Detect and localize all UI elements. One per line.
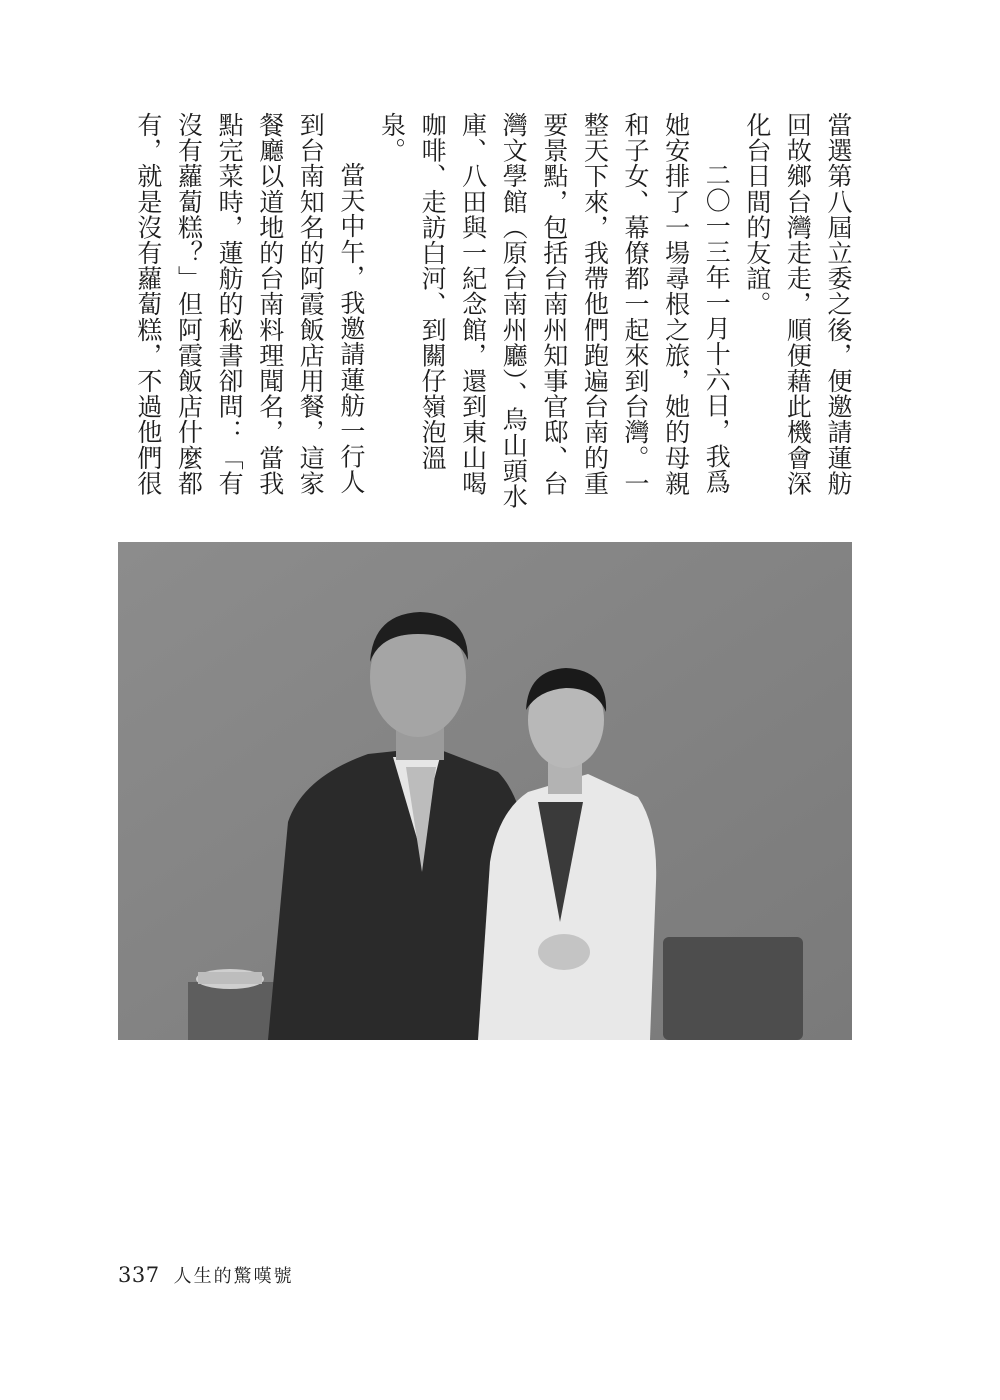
book-title: 人生的驚嘆號 <box>173 1266 294 1287</box>
page-footer <box>118 1262 294 1288</box>
paragraph-1: 當選第八屆立委之後，便邀請蓮舫回故鄉台灣走走，順便藉此機會深化台日間的友誼。 <box>742 112 853 496</box>
photo-chair <box>663 937 803 1040</box>
photo <box>118 542 852 1040</box>
paragraph-3: 當天中午，我邀請蓮舫一行人到台南知名的阿霞飯店用餐，這家餐廳以道地的台南料理聞名，當我點完菜時，蓮舫的秘書卻問：「有沒有蘿蔔糕？」但阿霞飯店什麼都有，就是沒有蘿蔔糕，不過他們很 <box>133 112 366 496</box>
page-number: 337 <box>118 1263 160 1287</box>
paragraph-2: 二〇一三年一月十六日，我爲她安排了一場尋根之旅，她的母親和子女、幕僚都一起來到台灣。一整天下來，我帶他們跑遍台南的重要景點，包括台南州知事官邸、台灣文學館（原台南州廳）、烏山頭水庫、八田與一紀念館，還到東山喝咖啡、走訪白河、到關仔嶺泡溫泉。 <box>377 112 732 510</box>
body-text <box>108 112 858 512</box>
